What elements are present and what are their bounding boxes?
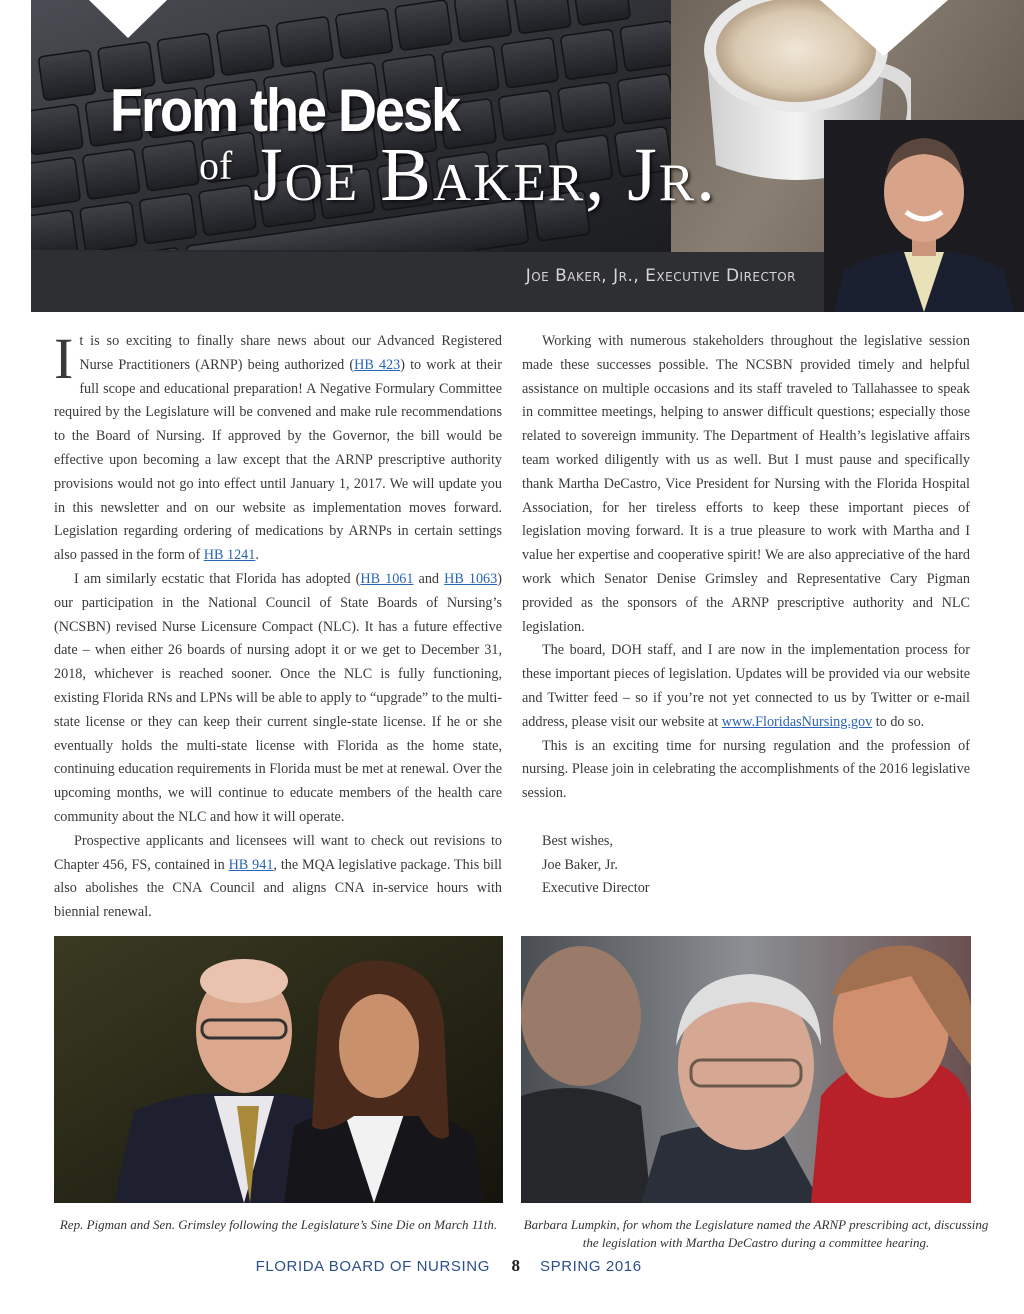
photo-pigman-grimsley bbox=[54, 936, 503, 1203]
paragraph: This is an exciting time for nursing regulation and the profession of nursing. Please join in celebrating the accomplishments of the 2016 legislative session. bbox=[522, 737, 970, 802]
sign-closing: Best wishes, bbox=[542, 832, 613, 849]
title-of: of bbox=[199, 143, 233, 188]
author-portrait bbox=[824, 120, 1024, 312]
photo-caption-right: Barbara Lumpkin, for whom the Legislature named the ARNP prescribing act, discussing the legislation with Martha DeCastro during a committee hearing. bbox=[523, 1217, 989, 1250]
paragraph: Working with numerous stakeholders throughout the legislative session made these successes possible. The NCSBN provided timely and helpful assistance on multiple occasions and its staff traveled to Tallahassee to speak in committee meetings, helping to answer difficult questions; especially those related to sovereign immunity. The Department of Health’s legislative affairs team worked diligently with us as well. But I must pause and specifically thank Martha DeCastro, Vice President for Nursing with the Florida Hospital Association, for her tireless efforts to keep these important pieces of legislation moving forward. It is a true pleasure to work with Martha and I value her expertise and cooperative spirit! We are also appreciative of the hard work which Senator Denise Grimsley and Representative Cary Pigman provided as the sponsors of the ARNP prescriptive authority and NLC legislation. bbox=[522, 333, 970, 635]
footer-publication: FLORIDA BOARD OF NURSING bbox=[255, 1258, 490, 1275]
link-website[interactable]: www.FloridasNursing.gov bbox=[721, 713, 873, 730]
link-hb-1063[interactable]: HB 1063 bbox=[444, 570, 498, 587]
paragraph: I am similarly ecstatic that Florida has adopted (HB 1061 and HB 1063) our participation in the National Council of State Boards of Nursing’s (NCSBN) revised Nurse Licensure Compact (NLC). It has a future effective date – when either 26 boards of nursing adopt it or we get to December 31, 2018, whichever is reached sooner. Once the NLC is fully functioning, existing Florida RNs and LPNs will be able to apply to “upgrade” to the multi-state license or they can keep their current single-state license. If he or she eventually holds the multi-state license with Florida as the home state, continuing education requirements in Florida must be met at renewal. Over the upcoming months, we will continue to educate members of the health care community about the NLC and how it will operate. bbox=[54, 570, 502, 825]
link-hb-423[interactable]: HB 423 bbox=[354, 356, 401, 373]
photo-caption-left: Rep. Pigman and Sen. Grimsley following the Legislature’s Sine Die on March 11th. bbox=[59, 1217, 498, 1232]
drop-cap: I bbox=[54, 326, 74, 391]
article-left-column bbox=[54, 326, 502, 925]
title-from-the-desk: From the Desk bbox=[110, 77, 460, 145]
sign-name: Joe Baker, Jr. bbox=[542, 856, 618, 873]
page-number: 8 bbox=[511, 1256, 521, 1275]
photo-lumpkin-decastro bbox=[521, 936, 971, 1203]
footer-issue: SPRING 2016 bbox=[540, 1258, 642, 1275]
paragraph: It is so exciting to finally share news about our Advanced Registered Nurse Practitioners (ARNP) being authorized (HB 423) to work at their full scope and educational preparation! A Negative Formulary Committee required by the Legislature will be convened and make rule recommendations to the Board of Nursing. If approved by the Governor, the bill would be effective upon becoming a law except that the ARNP prescriptive authority provisions would not go into effect until January 1, 2017. We will update you in this newsletter and on our website as implementation moves forward. Legislation regarding ordering of medications by ARNPs in certain settings also passed in the form of HB 1241. bbox=[54, 326, 502, 564]
sign-title: Executive Director bbox=[542, 880, 650, 897]
link-hb-1061[interactable]: HB 1061 bbox=[360, 570, 414, 587]
paragraph: The board, DOH staff, and I are now in the implementation process for these important pieces of legislation. Updates will be provided via our website and Twitter feed – so if you’re not yet connected to us by Twitter or e-mail address, please visit our website at www.FloridasNursing.gov to do so. bbox=[522, 642, 970, 730]
page-footer bbox=[0, 1256, 1024, 1280]
title-name: Joe Baker, Jr. bbox=[253, 133, 718, 217]
author-role: Joe Baker, Jr., Executive Director bbox=[525, 266, 796, 286]
article-right-column bbox=[522, 330, 970, 901]
link-hb-1241[interactable]: HB 1241 bbox=[203, 547, 256, 564]
signature-block bbox=[522, 830, 970, 901]
paragraph: Prospective applicants and licensees will want to check out revisions to Chapter 456, FS, contained in HB 941, the MQA legislative package. This bill also abolishes the CNA Council and aligns CNA in-service hours with biennial renewal. bbox=[54, 832, 502, 921]
chevron-down-icon bbox=[89, 0, 167, 38]
chevron-down-icon bbox=[820, 0, 948, 56]
link-hb-941[interactable]: HB 941 bbox=[228, 856, 274, 873]
